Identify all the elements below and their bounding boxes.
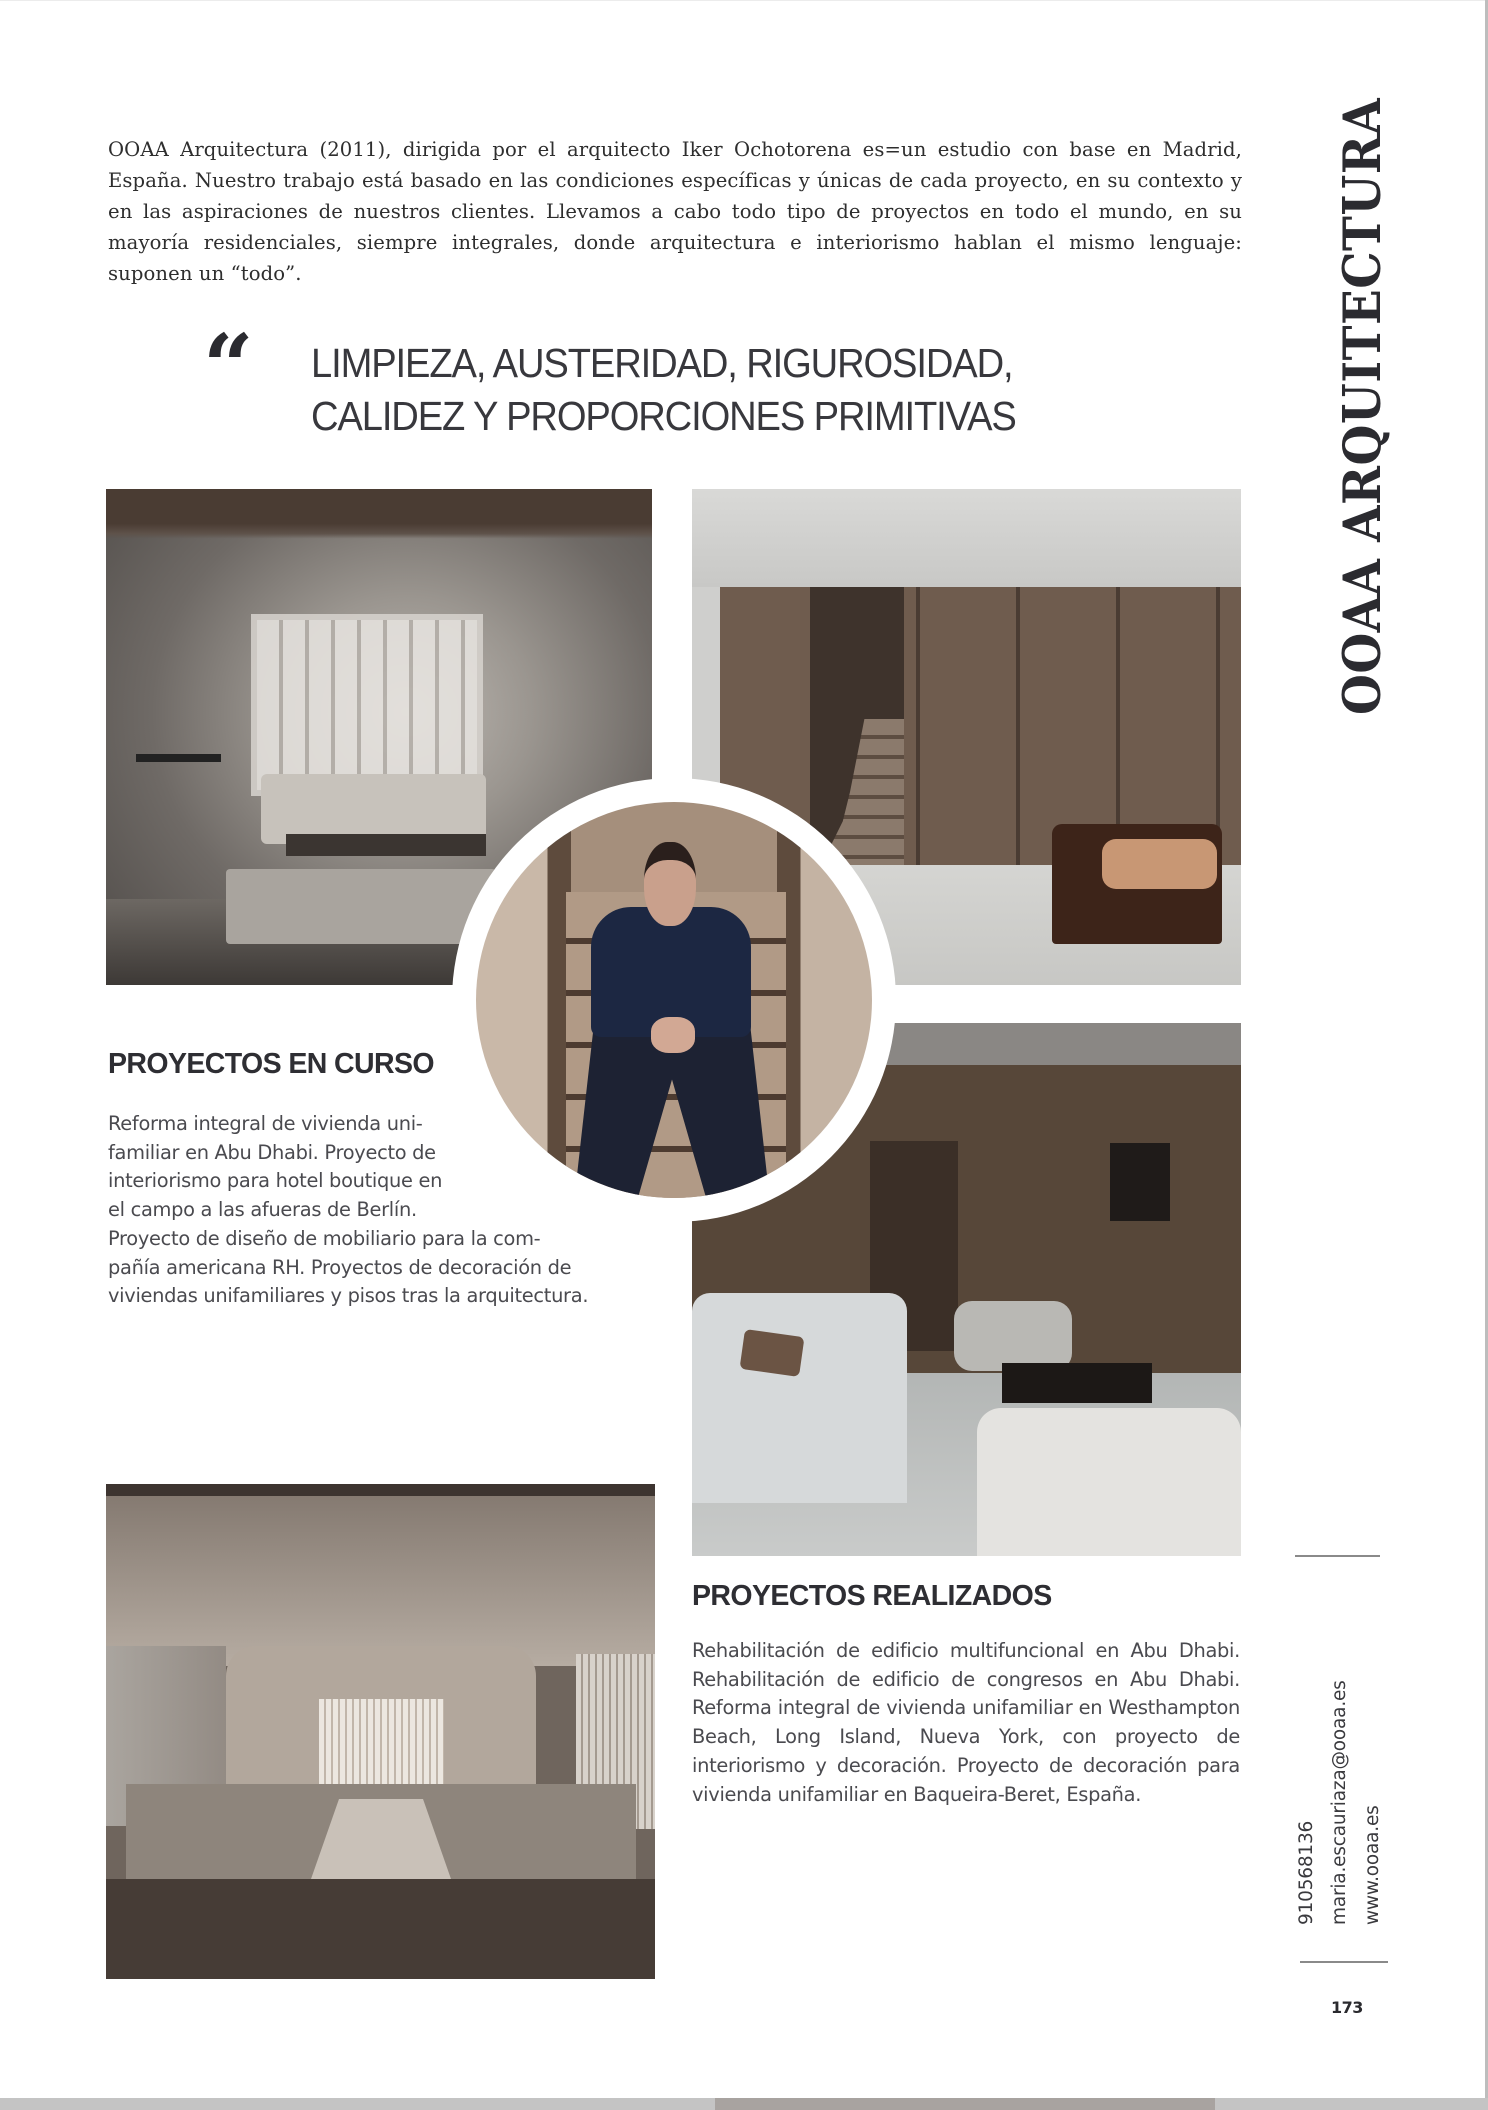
next-page-edge <box>0 2098 1488 2110</box>
coffee-table <box>286 834 486 856</box>
page-number: 173 <box>1331 1998 1363 2017</box>
coffee-table <box>1002 1363 1152 1403</box>
pull-quote <box>311 337 1148 443</box>
pull-quote-line: LIMPIEZA, AUSTERIDAD, RIGUROSIDAD, <box>311 340 1013 386</box>
page-top-edge <box>0 0 1488 1</box>
section-body-proyectos-en-curso <box>108 1110 653 1311</box>
body-line: pañía americana RH. Proyectos de decoración de <box>108 1255 572 1279</box>
beam <box>106 1484 655 1496</box>
intro-paragraph: OOAA Arquitectura (2011), dirigida por el arquitecto Iker Ochotorena es=un estudio con base en Madrid, España. Nuestro trabajo está basado en las condiciones específicas y únicas de cada proyecto, en su contexto y en las aspiraciones de nuestros clientes. Llevamos a cabo todo tipo de proyectos en todo el mundo, en su mayoría residenciales, siempre integrales, donde arquitectura e interiorismo hablan el mismo lenguaje: suponen un “todo”. <box>108 138 1242 285</box>
ceiling <box>692 489 1241 587</box>
body-line: viviendas unifamiliares y pisos tras la arquitectura. <box>108 1284 589 1308</box>
ceiling <box>106 1496 655 1666</box>
body-line: Proyecto de diseño de mobiliario para la com- <box>108 1226 541 1250</box>
cushion <box>740 1329 805 1377</box>
armchair <box>1052 824 1222 944</box>
person-hands <box>651 1017 695 1053</box>
section-title-proyectos-realizados: PROYECTOS REALIZADOS <box>692 1580 1052 1612</box>
body-line: interiorismo para hotel boutique en <box>108 1169 443 1193</box>
wall-niche <box>1110 1143 1170 1221</box>
sofa <box>692 1293 907 1503</box>
contact-phone[interactable]: 910568136 <box>1296 1820 1317 1925</box>
armchair <box>954 1301 1072 1371</box>
contact-website[interactable]: www.ooaa.es <box>1362 1805 1383 1925</box>
next-page-image-edge <box>715 2098 1215 2110</box>
ottoman <box>226 869 496 944</box>
body-line: Reforma integral de vivienda uni- <box>108 1112 423 1135</box>
glazed-doors <box>251 614 483 796</box>
divider-bottom <box>1300 1961 1388 1963</box>
divider-top <box>1295 1555 1380 1557</box>
side-title: OOAA ARQUITECTURA <box>1333 97 1393 715</box>
stone-floor <box>106 1879 655 1979</box>
person-head <box>644 842 696 926</box>
sunken-lounge-hall-photo <box>106 1484 655 1979</box>
quote-mark-icon: “ <box>203 314 254 418</box>
body-line: el campo a las afueras de Berlín. <box>108 1198 417 1222</box>
section-body-proyectos-realizados: Rehabilitación de edificio multifuncional en Abu Dhabi. Rehabilitación de edificio de congresos en Abu Dhabi. Reforma integral de vivienda unifamiliar en Westhampton Beach, Long Island, Nueva York, con proyecto de interiorismo y decoración. Proyecto de decoración para vivienda unifamiliar en Baqueira-Beret, España. <box>692 1639 1240 1806</box>
armchair-foreground <box>977 1408 1241 1556</box>
contact-block <box>1290 1680 1389 1925</box>
pull-quote-line: CALIDEZ Y PROPORCIONES PRIMITIVAS <box>311 393 1016 439</box>
contact-email[interactable]: maria.escauriaza@ooaa.es <box>1329 1680 1350 1925</box>
body-line: familiar en Abu Dhabi. Proyecto de <box>108 1140 436 1164</box>
lattice-window <box>319 1699 444 1789</box>
section-title-proyectos-en-curso: PROYECTOS EN CURSO <box>108 1048 434 1080</box>
console-table <box>136 754 221 812</box>
